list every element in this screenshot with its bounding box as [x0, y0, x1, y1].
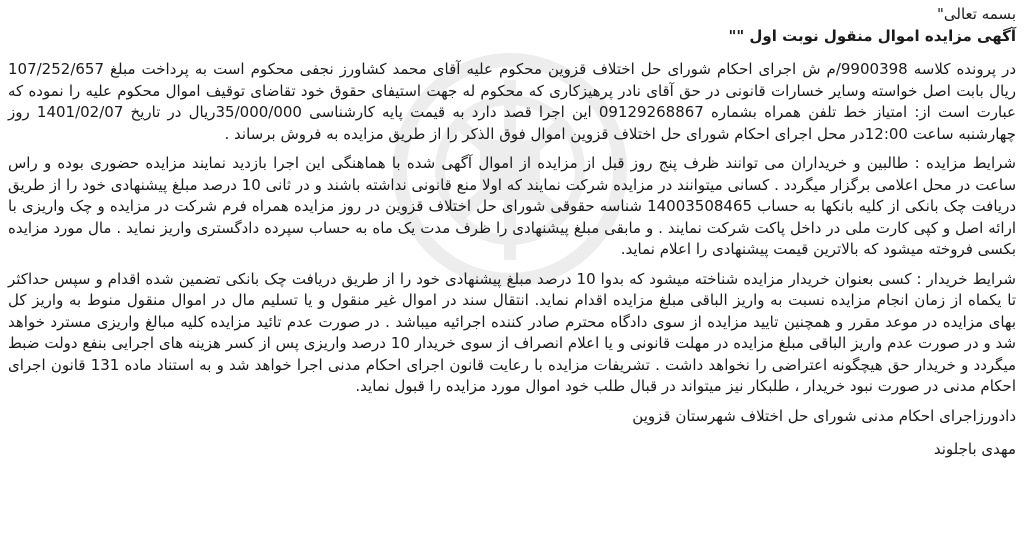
paragraph-case-details: در پرونده کلاسه 9900398/م ش اجرای احکام شورای حل اختلاف قزوین محکوم علیه آقای محمد کشاورز نجفی محکوم است به پرداخت مبلغ 107/252/657 ریال بابت اصل خواسته وسایر خسارات قانونی در حق آقای نادر پرهیزکاری که محکوم له جهت استیفای حقوق خود تقاضای توقیف اموال محکوم علیه را نموده که عبارت است از: امتیاز خط تلفن همراه بشماره 09129268867 این اجرا قصد دارد به قیمت پایه کارشناسی 35/000/000ریال در تاریخ 1401/02/07 روز چهارشنبه ساعت 12:00در محل اجرای احکام شورای حل اختلاف قزوین اموال فوق الذکر را از طریق مزایده به فروش برساند . [8, 60, 1017, 143]
notice-title: آگهی مزایده اموال منقول نوبت اول "" [728, 26, 1016, 45]
signature-office: دادورزاجرای احکام مدنی شورای حل اختلاف شهرستان قزوین [632, 406, 1016, 425]
auction-notice [8, 4, 1016, 461]
paragraph-buyer-conditions: شرایط خریدار : کسی بعنوان خریدار مزایده شناخته میشود که بدوا 10 درصد مبلغ پیشنهادی خود را از طریق دریافت چک بانکی تضمین شده اقدام و سپس حداکثر تا یکماه از زمان انجام مزایده نسبت به واریز الباقی مبلغ مزایده اقدام نماید. انتقال سند در اموال غیر منقول و یا تسلیم مال در اموال منقول منوط به واریز کل بهای مزایده در موعد مقرر و همچنین تایید مزایده از سوی دادگاه محترم صادر کننده اجرائیه میباشد . در صورت عدم تائید مزایده کلیه مبالغ واریزی مسترد خواهد شد و در صورت عدم واریز الباقی مبلغ مزایده در مهلت قانونی و یا اعلام انصراف از سوی خریدار 10 درصد واریزی پس از کسر هزینه های اجرایی بنفع دولت ضبط میگردد و خریدار حق هیچگونه اعتراضی را نخواهد داشت . تشریفات مزایده با رعایت قانون اجرای احکام مدنی اجرا خواهد شد و به استناد ماده 131 قانون اجرای احکام مدنی در صورت نبود خریدار ، طلبکار نیز میتواند در قبال طلب خود اموال مورد مزایده را قبول نماید. [8, 269, 1017, 395]
header-line: بسمه تعالی" [937, 5, 1016, 23]
signature-name: مهدی باجلوند [933, 440, 1016, 458]
paragraph-auction-conditions: شرایط مزایده : طالبین و خریداران می توانند ظرف پنج روز قبل از مزایده از اموال آگهی شده با هماهنگی این اجرا بازدید نمایند مزایده حضوری بوده و راس ساعت در محل اعلامی برگزار میگردد . کسانی میتوانند در مزایده شرکت نمایند که اولا منع قانونی نداشته باشند و در ثانی 10 درصد مبلغ پیشنهادی خود را از طریق دریافت چک بانکی از کلیه بانکها به حساب 14003508465 شناسه حقوقی شورای حل اختلاف قزوین در روز مزایده همراه فرم شرکت در مزایده و چک واریزی با ارائه اصل و کپی کارت ملی در داخل پاکت شرکت نمایند . و مابقی مبلغ پیشنهادی را ظرف مدت یک ماه به حساب سپرده دادگستری واریز نماید . مال مورد مزایده بکسی فروخته میشود که بالاترین قیمت پیشنهادی را اعلام نماید. [8, 154, 1017, 258]
